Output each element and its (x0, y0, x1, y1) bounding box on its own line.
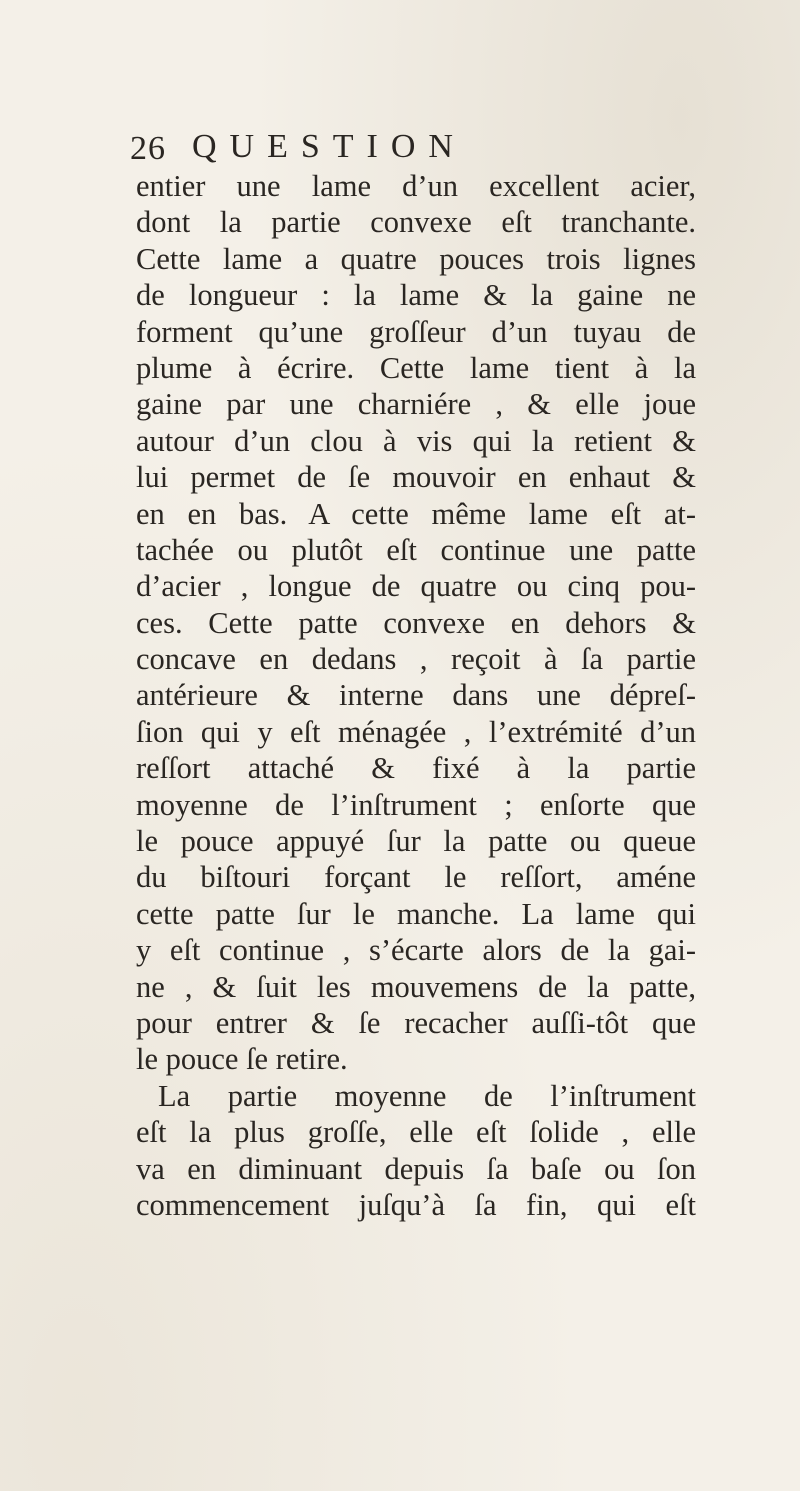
text-line: entier une lame d’un excellent acier, (136, 169, 696, 203)
text-line: commencement juſqu’à ſa fin, qui eſt (136, 1187, 696, 1222)
text-line: Cette lame a quatre pouces trois lignes (136, 241, 696, 276)
text-line: cette patte ſur le manche. La lame qui (136, 896, 696, 931)
text-line: concave en dedans , reçoit à ſa partie (136, 642, 696, 677)
text-line: autour d’un clou à vis qui la retient & (136, 423, 696, 458)
text-line: d’acier , longue de quatre ou cinq pou- (136, 569, 696, 604)
text-line: tachée ou plutôt eſt continue une patte (136, 532, 696, 567)
text-line: ces. Cette patte convexe en dehors & (136, 605, 696, 640)
text-line: de longueur : la lame & la gaine ne (136, 278, 696, 313)
text-line: y eſt continue , s’écarte alors de la gai- (136, 933, 696, 968)
text-line: va en diminuant depuis ſa baſe ou ſon (136, 1151, 696, 1186)
text-line: La partie moyenne de l’inſtrument (158, 1078, 696, 1113)
text-line: du biſtouri forçant le reſſort, améne (136, 860, 696, 895)
text-line: gaine par une charniére , & elle joue (136, 387, 696, 422)
text-line: moyenne de l’inſtrument ; enſorte que (136, 787, 696, 822)
text-line: en en bas. A cette même lame eſt at- (136, 496, 696, 531)
text-line: le pouce ſe retire. (136, 1042, 348, 1077)
body-text (136, 168, 696, 1223)
text-line: dont la partie convexe eſt tranchante. (136, 205, 696, 240)
text-line: ſion qui y eſt ménagée , l’extrémité d’un (136, 714, 696, 749)
text-line: eſt la plus groſſe, elle eſt ſolide , elle (136, 1115, 696, 1150)
text-line: forment qu’une groſſeur d’un tuyau de (136, 314, 696, 349)
text-line: lui permet de ſe mouvoir en enhaut & (136, 460, 696, 495)
text-line: ne , & ſuit les mouvemens de la patte, (136, 969, 696, 1004)
text-line: plume à écrire. Cette lame tient à la (136, 350, 696, 385)
text-line: antérieure & interne dans une dépreſ- (136, 678, 696, 713)
text-line: reſſort attaché & fixé à la partie (136, 751, 696, 786)
text-line: le pouce appuyé ſur la patte ou queue (136, 824, 696, 859)
text-line: pour entrer & ſe recacher auſſi-tôt que (136, 1005, 696, 1040)
running-title: QUESTION (192, 128, 466, 165)
page-number: 26 (130, 130, 166, 167)
